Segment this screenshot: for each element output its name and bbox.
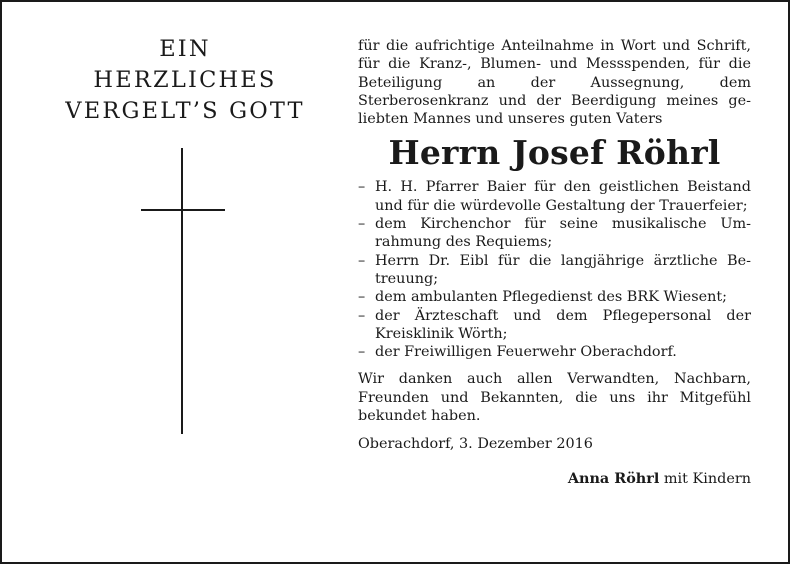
list-item-text: dem ambulanten Pflegedienst des BRK Wiesent; <box>375 289 727 306</box>
list-item <box>358 252 751 289</box>
signature <box>358 470 751 488</box>
list-item <box>358 343 751 361</box>
list-dash: – <box>358 307 366 324</box>
list-dash: – <box>358 216 366 233</box>
cross-horizontal-bar <box>141 209 225 211</box>
list-item <box>358 307 751 344</box>
list-item-text: Herrn Dr. Eibl für die langjährige ärztliche Betreuung; <box>375 252 751 287</box>
deceased-name: Herrn Josef Röhrl <box>388 133 721 173</box>
cross-vertical-bar <box>181 148 183 434</box>
list-item <box>358 215 751 252</box>
list-dash: – <box>358 252 366 269</box>
intro-text: für die aufrichtige Anteilnahme in Wort und Schrift, für die Kranz-, Blumen- und Messspenden, für die Beteiligung an der Aussegnung, dem Sterberosenkranz und der Beerdigung meines geliebten Mannes und unseres guten Vaters <box>358 38 751 128</box>
list-item <box>358 178 751 215</box>
heading-line-3: VERGELT’S GOTT <box>65 98 305 124</box>
list-item-text: der Freiwilligen Feuerwehr Oberachdorf. <box>375 344 677 361</box>
notice-body <box>358 37 751 488</box>
signature-name: Anna Röhrl <box>567 469 660 487</box>
thanks-list <box>358 178 751 361</box>
list-dash: – <box>358 179 366 196</box>
list-item-text: H. H. Pfarrer Baier für den geistlichen Beistand und für die würdevolle Gestaltung der Trauerfeier; <box>375 179 751 214</box>
list-dash: – <box>358 289 366 306</box>
list-item-text: der Ärzteschaft und dem Pflegepersonal der Kreisklinik Wörth; <box>375 307 751 342</box>
place-date: Oberachdorf, 3. Dezember 2016 <box>358 436 593 453</box>
list-dash: – <box>358 344 366 361</box>
heading-line-1: EIN <box>159 36 211 62</box>
list-item <box>358 288 751 306</box>
list-item-text: dem Kirchenchor für seine musikalische Umrahmung des Requiems; <box>375 216 751 251</box>
signature-suffix: mit Kindern <box>659 470 751 487</box>
heading-line-2: HERZLICHES <box>93 67 277 93</box>
closing-text: Wir danken auch allen Verwandten, Nachbarn, Freunden und Bekannten, die uns ihr Mitgefühl bekundet haben. <box>358 371 751 425</box>
thanks-heading-block <box>40 34 330 127</box>
